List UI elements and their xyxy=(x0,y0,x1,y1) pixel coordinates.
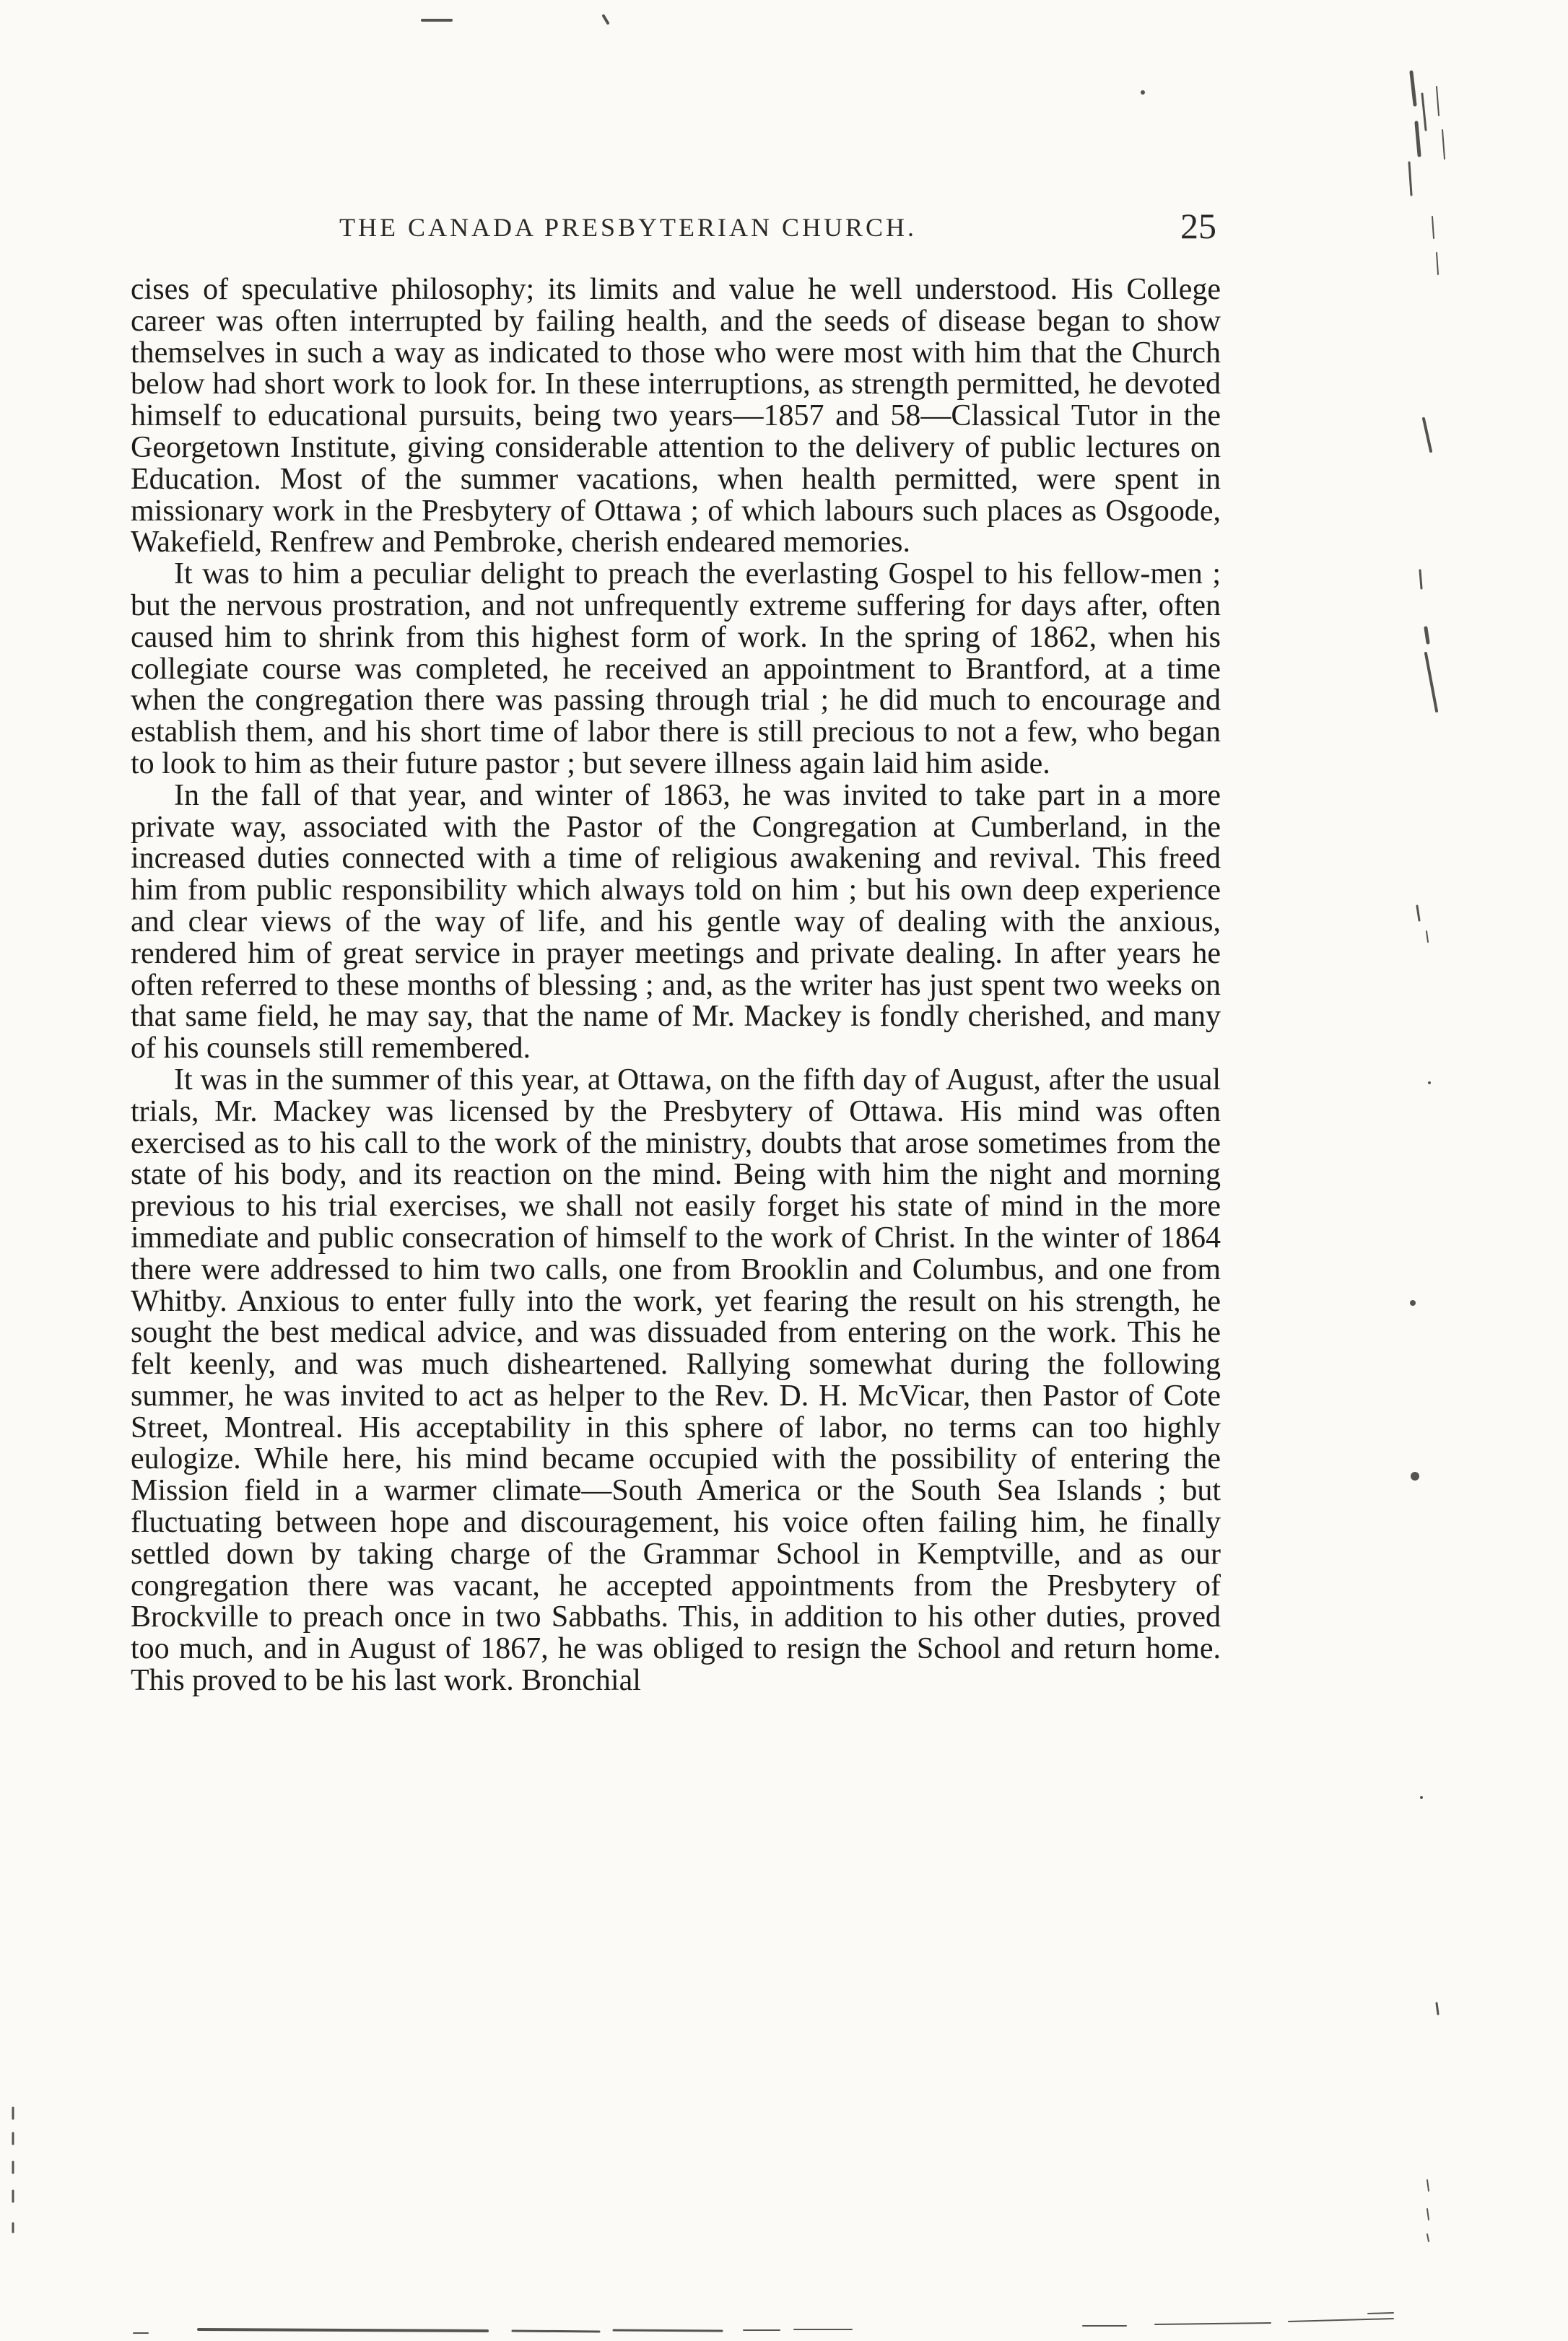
page-number: 25 xyxy=(1180,206,1216,246)
paragraph: In the fall of that year, and winter of 1863, he was invited to take part in a more private way, associated with the Pastor of the Congregation at Cumberland, in the increased duties connected with a time of religious awakening and revival. This freed him from public responsibility which always told on him ; but his own deep experience and clear views of the way of life, and his gentle way of dealing with the anxious, rendered him of great service in prayer meetings and private dealing. In after years he often referred to these months of blessing ; and, as the writer has just spent two weeks on that same field, he may say, that the name of Mr. Mackey is fondly cherished, and many of his counsels still remembered. xyxy=(131,778,1221,1065)
body-text xyxy=(131,274,1221,1697)
paragraph: cises of speculative philosophy; its limits and value he well understood. His College career was often interrupted by failing health, and the seeds of disease began to show themselves in such a way as indicated to those who were most with him that the Church below had short work to look for. In these interruptions, as strength permitted, he devoted himself to educational pursuits, being two years—1857 and 58—Classical Tutor in the Georgetown Institute, giving considerable attention to the delivery of public lectures on Education. Most of the summer vacations, when health permitted, were spent in missionary work in the Presbytery of Ottawa ; of which labours such places as Osgoode, Wakefield, Renfrew and Pembroke, cherish endeared memories. xyxy=(131,273,1221,559)
page-header xyxy=(141,208,1216,251)
running-head: THE CANADA PRESBYTERIAN CHURCH. xyxy=(339,213,918,242)
paragraph: It was to him a peculiar delight to preach the everlasting Gospel to his fellow-men ; but the nervous prostration, and not unfrequently extreme suffering for days after, often caused him to shrink from this highest form of work. In the spring of 1862, when his collegiate course was completed, he received an appointment to Brantford, at a time when the congregation there was passing through trial ; he did much to encourage and establish them, and his short time of labor there is still precious to not a few, who began to look to him as their future pastor ; but severe illness again laid him aside. xyxy=(131,557,1221,780)
paragraph: It was in the summer of this year, at Ottawa, on the fifth day of August, after the usual trials, Mr. Mackey was licensed by the Presbytery of Ottawa. His mind was often exercised as to his call to the work of the ministry, doubts that arose sometimes from the state of his body, and its reaction on the mind. Being with him the night and morning previous to his trial exercises, we shall not easily forget his state of mind in the more immediate and public consecration of himself to the work of Christ. In the winter of 1864 there were addressed to him two calls, one from Brooklin and Columbus, and one from Whitby. Anxious to enter fully into the work, yet fearing the result on his strength, he sought the best medical advice, and was dissuaded from entering on the work. This he felt keenly, and was much disheartened. Rallying somewhat during the following summer, he was invited to act as helper to the Rev. D. H. McVicar, then Pastor of Cote Street, Montreal. His acceptability in this sphere of labor, no terms can too highly eulogize. While here, his mind became occupied with the possibility of entering the Mission field in a warmer climate—South America or the South Sea Islands ; but fluctuating between hope and discouragement, his voice often failing him, he finally settled down by taking charge of the Grammar School in Kemptville, and as our congregation there was vacant, he accepted appointments from the Presbytery of Brockville to preach once in two Sabbaths. This, in addition to his other duties, proved too much, and in August of 1867, he was obliged to resign the School and return home. This proved to be his last work. Bronchial xyxy=(131,1063,1221,1698)
